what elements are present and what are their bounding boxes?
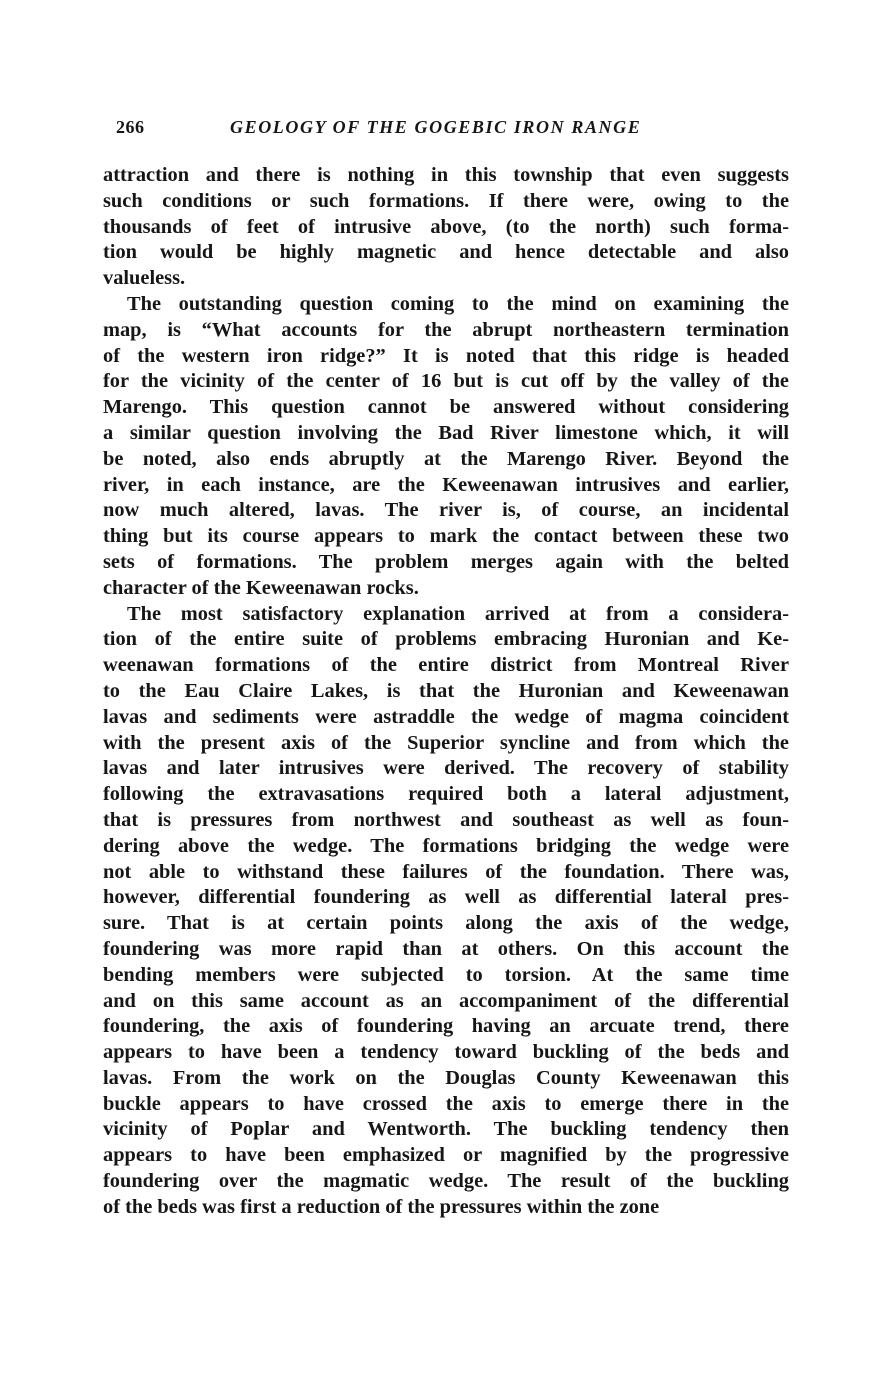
text-line: not able to withstand these failures of the foundation. There was, — [103, 860, 789, 883]
text-line: and on this same account as an accompaniment of the differential — [103, 989, 789, 1012]
text-line: to the Eau Claire Lakes, is that the Huronian and Keweenawan — [103, 679, 789, 702]
text-line: with the present axis of the Superior syncline and from which the — [103, 731, 789, 754]
text-line: map, is “What accounts for the abrupt northeastern termination — [103, 318, 789, 341]
text-line: of the western iron ridge?” It is noted that this ridge is headed — [103, 344, 789, 367]
text-line: such conditions or such formations. If there were, owing to the — [103, 189, 789, 212]
paragraph — [103, 163, 789, 292]
text-line: river, in each instance, are the Keweenawan intrusives and earlier, — [103, 473, 789, 496]
text-line: attraction and there is nothing in this township that even suggests — [103, 164, 789, 186]
text-line: The most satisfactory explanation arrived at from a considera- — [127, 602, 789, 625]
text-line: thing but its course appears to mark the contact between these two — [103, 525, 789, 548]
text-line: Marengo. This question cannot be answered without considering — [103, 396, 789, 419]
text-line: dering above the wedge. The formations bridging the wedge were — [103, 834, 789, 857]
running-title: GEOLOGY OF THE GOGEBIC IRON RANGE — [230, 117, 642, 137]
text-line: sets of formations. The problem merges again with the belted — [103, 550, 789, 573]
text-line: however, differential foundering as well as differential lateral pres- — [103, 886, 789, 909]
text-line: character of the Keweenawan rocks. — [103, 576, 419, 599]
text-line: tion of the entire suite of problems embracing Huronian and Ke- — [103, 628, 789, 651]
text-line: buckle appears to have crossed the axis to emerge there in the — [103, 1092, 789, 1115]
text-line: foundering was more rapid than at others. On this account the — [103, 937, 789, 960]
text-line: sure. That is at certain points along the axis of the wedge, — [103, 912, 789, 935]
text-line: following the extravasations required both a lateral adjustment, — [103, 783, 789, 806]
text-line: appears to have been a tendency toward buckling of the beds and — [103, 1041, 789, 1064]
page-number: 266 — [116, 117, 145, 137]
text-line: tion would be highly magnetic and hence detectable and also — [103, 241, 789, 264]
text-line: lavas. From the work on the Douglas County Keweenawan this — [103, 1066, 789, 1089]
text-line: valueless. — [103, 267, 186, 290]
text-line: of the beds was first a reduction of the pressures within the zone — [103, 1195, 660, 1218]
text-line: that is pressures from northwest and southeast as well as foun- — [103, 808, 789, 831]
text-line: bending members were subjected to torsion. At the same time — [103, 963, 789, 986]
text-line: appears to have been emphasized or magnified by the progressive — [103, 1144, 789, 1167]
text-line: a similar question involving the Bad River limestone which, it will — [103, 421, 789, 444]
body-text — [103, 163, 789, 1221]
text-line: thousands of feet of intrusive above, (to the north) such forma- — [103, 215, 789, 238]
text-line: now much altered, lavas. The river is, of course, an incidental — [103, 499, 789, 522]
text-line: foundering over the magmatic wedge. The result of the buckling — [103, 1170, 789, 1193]
text-line: be noted, also ends abruptly at the Marengo River. Beyond the — [103, 447, 789, 470]
paragraph — [103, 602, 789, 1221]
text-line: vicinity of Poplar and Wentworth. The buckling tendency then — [103, 1118, 789, 1141]
paragraph — [103, 292, 789, 602]
text-line: lavas and later intrusives were derived. The recovery of stability — [103, 757, 789, 780]
text-line: lavas and sediments were astraddle the wedge of magma coincident — [103, 705, 789, 728]
text-line: for the vicinity of the center of 16 but is cut off by the valley of the — [103, 370, 789, 393]
text-line: weenawan formations of the entire district from Montreal River — [103, 654, 789, 677]
text-line: The outstanding question coming to the mind on examining the — [127, 292, 789, 315]
page-header — [116, 117, 788, 143]
text-line: foundering, the axis of foundering having an arcuate trend, there — [103, 1015, 789, 1038]
